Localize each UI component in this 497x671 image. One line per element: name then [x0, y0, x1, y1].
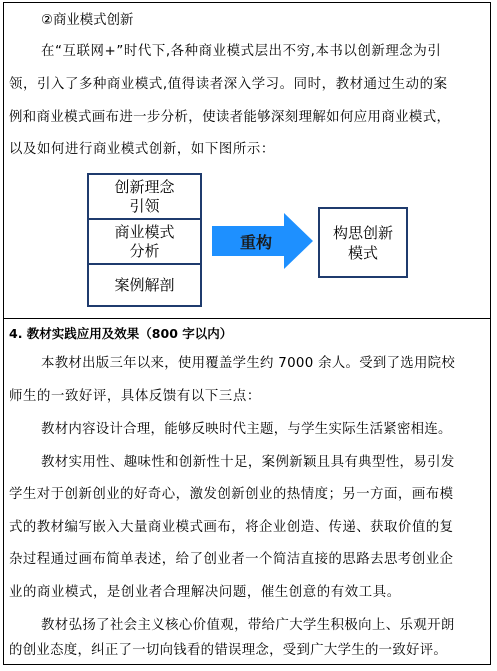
section-heading: 4. 教材实践应用及效果（800 字以内）: [9, 326, 233, 341]
section-title: ②商业模式创新: [41, 13, 134, 28]
paragraph-line: 业的商业模式，是创业者合理解决问题，催生创意的有效工具。: [9, 585, 401, 600]
paragraph-line: 例和商业模式画布进一步分析，使读者能够深刻理解如何应用商业模式，: [9, 110, 451, 125]
paragraph-line: 本教材出版三年以来，使用覆盖学生约 7000 余人。受到了选用院校: [41, 356, 456, 371]
paragraph-line: 教材实用性、趣味性和创新性十足，案例新颖且具有典型性，易引发: [41, 455, 455, 470]
stack-item-analysis: 商业模式 分析: [89, 220, 200, 265]
paragraph-line: 教材弘扬了社会主义核心价值观，带给广大学生积极向上、乐观开朗: [41, 618, 455, 633]
paragraph-line: 式的教材编写嵌入大量商业模式画布，将企业创造、传递、获取价值的复: [9, 520, 454, 535]
section-divider: [3, 318, 491, 319]
result-box: 构思创新 模式: [318, 207, 408, 278]
stack-item-case: 案例解剖: [114, 275, 175, 294]
paragraph-line: 的创业态度，纠正了一切向钱看的错误理念，受到广大学生的一致好评。: [9, 643, 448, 658]
concept-stack: [87, 173, 202, 307]
paragraph-line: 教材内容设计合理，能够反映时代主题，与学生实际生活紧密相连。: [41, 422, 452, 437]
paragraph-line: 领，引入了多种商业模式,值得读者深入学习。同时，教材通过生动的案: [9, 77, 448, 92]
paragraph-line: 杂过程通过画布简单表述，给了创业者一个简洁直接的思路去思考创业企: [9, 552, 454, 567]
paragraph-line: 学生对于创新创业的好奇心，激发创新创业的热情度；另一方面，画布模: [9, 487, 454, 502]
paragraph-line: 师生的一致好评，具体反馈有以下三点：: [9, 389, 261, 404]
paragraph-line: 在“互联网+”时代下,各种商业模式层出不穷,本书以创新理念为引: [41, 44, 442, 59]
arrow-label: 重构: [239, 233, 272, 252]
stack-item-innovation: 创新理念 引领: [89, 175, 200, 220]
paragraph-line: 以及如何进行商业模式创新，如下图所示：: [9, 142, 275, 157]
